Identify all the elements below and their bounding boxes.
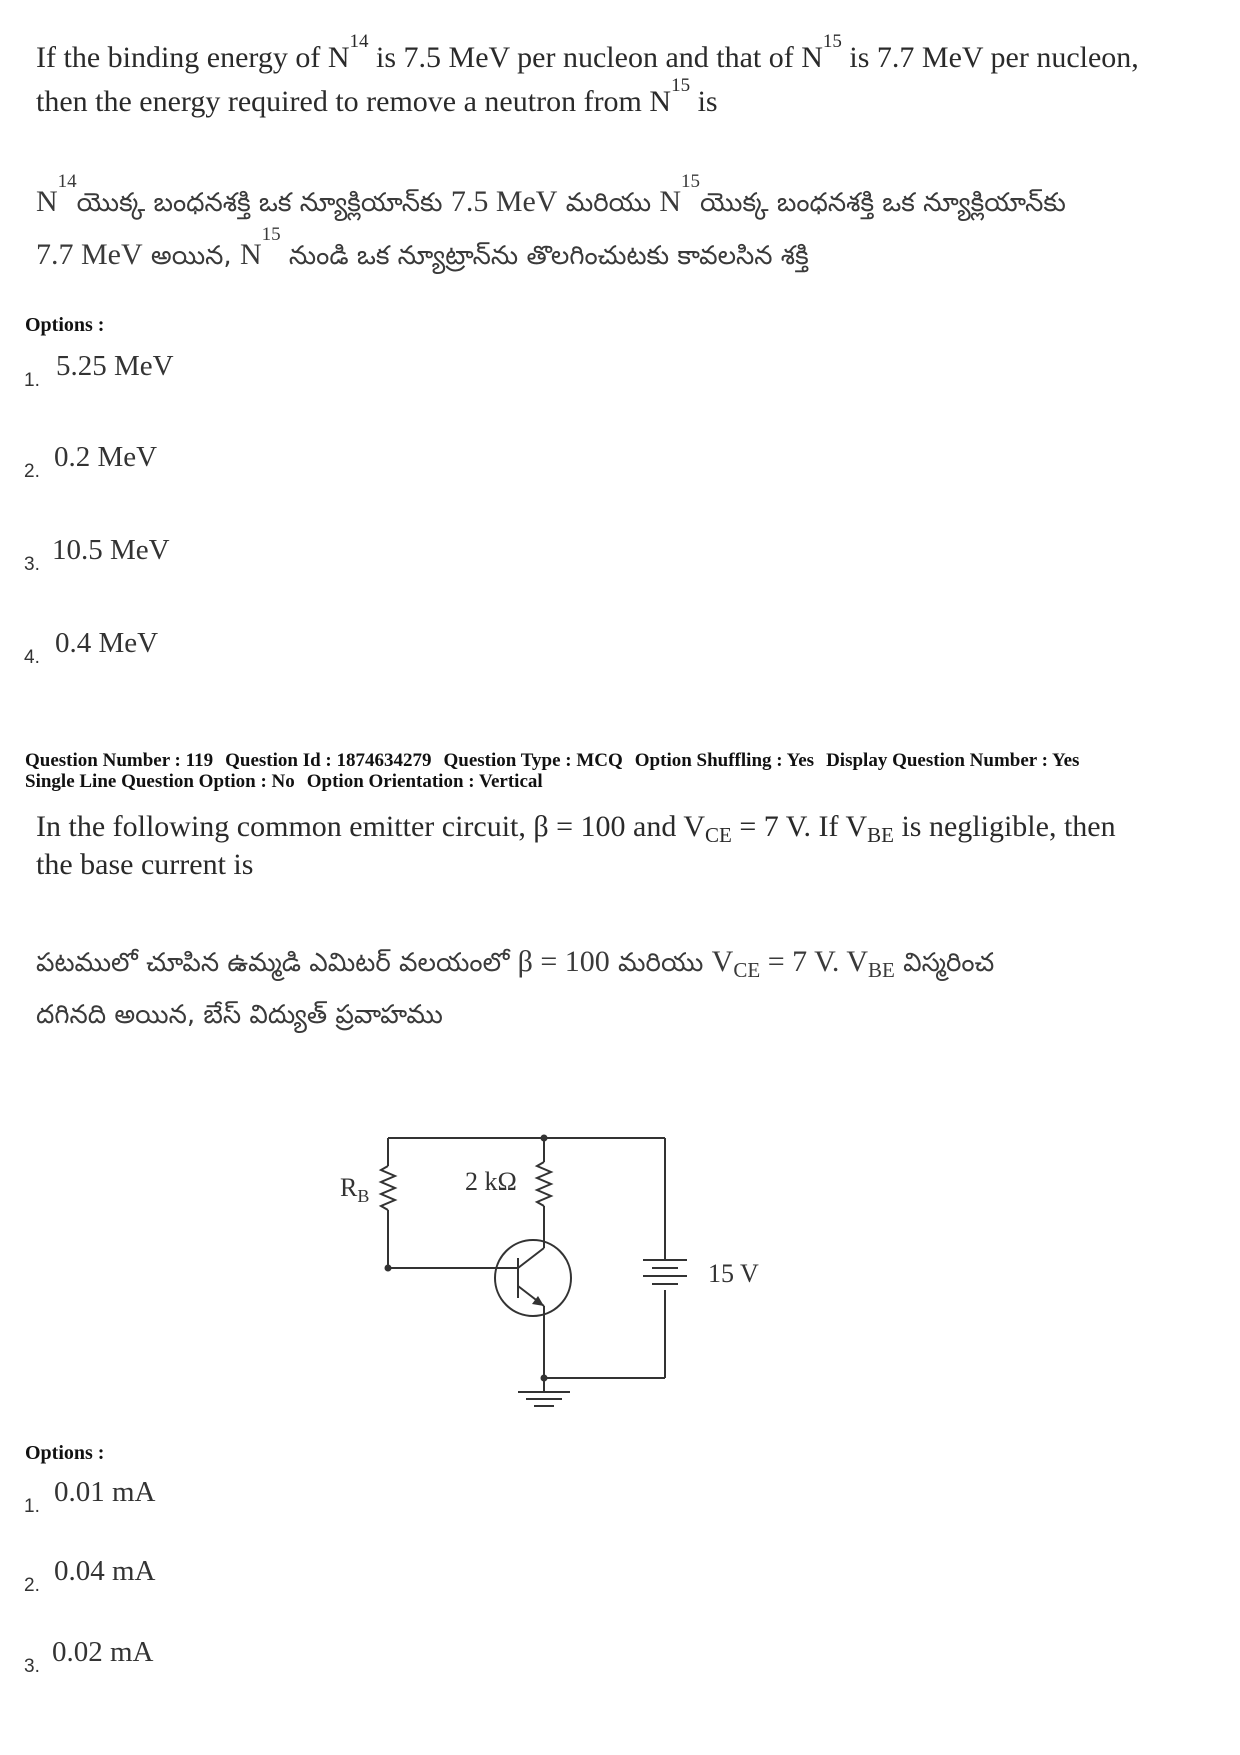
q1-telugu-line-2: 7.7 MeV అయిన, $N^{15}$ నుండి ఒక న్యూట్రాన్‌ను తొలగించుటకు కావలసిన శక్తి (36, 224, 809, 271)
option-text: 0.01 mA (54, 1476, 156, 1508)
q1-option-4[interactable] (24, 627, 324, 675)
q2-option-1[interactable] (24, 1476, 324, 1524)
question-number: Question Number : 119 (25, 750, 214, 771)
question-id: Question Id : 1874634279 (225, 750, 432, 771)
option-text: 0.02 mA (52, 1636, 154, 1668)
question-type: Question Type : MCQ (443, 750, 623, 771)
q2-english-text (36, 808, 1116, 884)
option-text: 5.25 MeV (56, 350, 174, 382)
option-number: 1. (24, 370, 40, 391)
rb-label: $R_B$ (340, 1173, 370, 1206)
q2-metadata-line-2 (25, 771, 555, 792)
single-line-option: Single Line Question Option : No (25, 771, 295, 792)
option-shuffling: Option Shuffling : Yes (634, 750, 815, 771)
q2-option-3[interactable] (24, 1636, 324, 1684)
battery-icon (643, 1260, 687, 1284)
option-number: 2. (24, 1575, 40, 1596)
q1-option-3[interactable] (24, 534, 324, 582)
ground-icon (518, 1392, 570, 1406)
q1-options-label: Options : (25, 314, 105, 336)
option-text: 0.4 MeV (55, 627, 159, 659)
option-text: 0.2 MeV (54, 441, 158, 473)
rb-resistor-icon (381, 1166, 395, 1210)
option-number: 4. (24, 647, 40, 668)
battery-label: 15 V (708, 1259, 759, 1288)
option-text: 10.5 MeV (52, 534, 170, 566)
q1-option-1[interactable] (24, 350, 324, 398)
option-number: 2. (24, 461, 40, 482)
q1-telugu-line-1: $N^{14}యొక్క$ బంధనశక్తి ఒక న్యూక్లియాన్‌కు 7.5 MeV మరియు $N^{15}యొక్క$ బంధనశక్తి ఒక న్యూక్లియాన్‌కు (36, 171, 1066, 218)
rc-label: 2 kΩ (465, 1167, 517, 1196)
q2-telugu-line-2: దగినది అయిన, బేస్ విద్యుత్ ప్రవాహము (36, 1000, 443, 1030)
q2-english-line-2: the base current is (36, 848, 254, 881)
q2-telugu-line-1: పటములో చూపిన ఉమ్మడి ఎమిటర్ వలయంలో β = 100 మరియు $V_{CE} = 7$ V. $V_{BE}$ విస్మరించ (36, 945, 995, 982)
common-emitter-circuit (330, 1120, 800, 1430)
option-number: 1. (24, 1496, 40, 1517)
q1-english-line-1: If the binding energy of $N^{14}$ is 7.5 MeV per nucleon and that of $N^{15}$ is 7.7 MeV per nucleon, (36, 31, 1139, 74)
q2-english-line-1: In the following common emitter circuit, β = 100 and $V_{CE} = 7$ V. If $V_{BE}$ is negligible, then (36, 810, 1116, 847)
q2-option-2[interactable] (24, 1555, 324, 1603)
q1-option-2[interactable] (24, 441, 324, 489)
q2-options-label: Options : (25, 1442, 105, 1464)
q1-english-line-2: then the energy required to remove a neutron from $N^{15}$ is (36, 75, 718, 118)
q2-telugu-text (36, 936, 994, 1041)
display-question-number: Display Question Number : Yes (826, 750, 1080, 771)
transistor-icon (495, 1240, 571, 1316)
rc-resistor-icon (537, 1162, 551, 1206)
q1-telugu-text (36, 171, 1066, 282)
q2-metadata-line-1 (25, 750, 1091, 771)
q1-english-text (36, 31, 1139, 124)
option-number: 3. (24, 1656, 40, 1677)
option-orientation: Option Orientation : Vertical (306, 771, 543, 792)
option-text: 0.04 mA (54, 1555, 156, 1587)
option-number: 3. (24, 554, 40, 575)
